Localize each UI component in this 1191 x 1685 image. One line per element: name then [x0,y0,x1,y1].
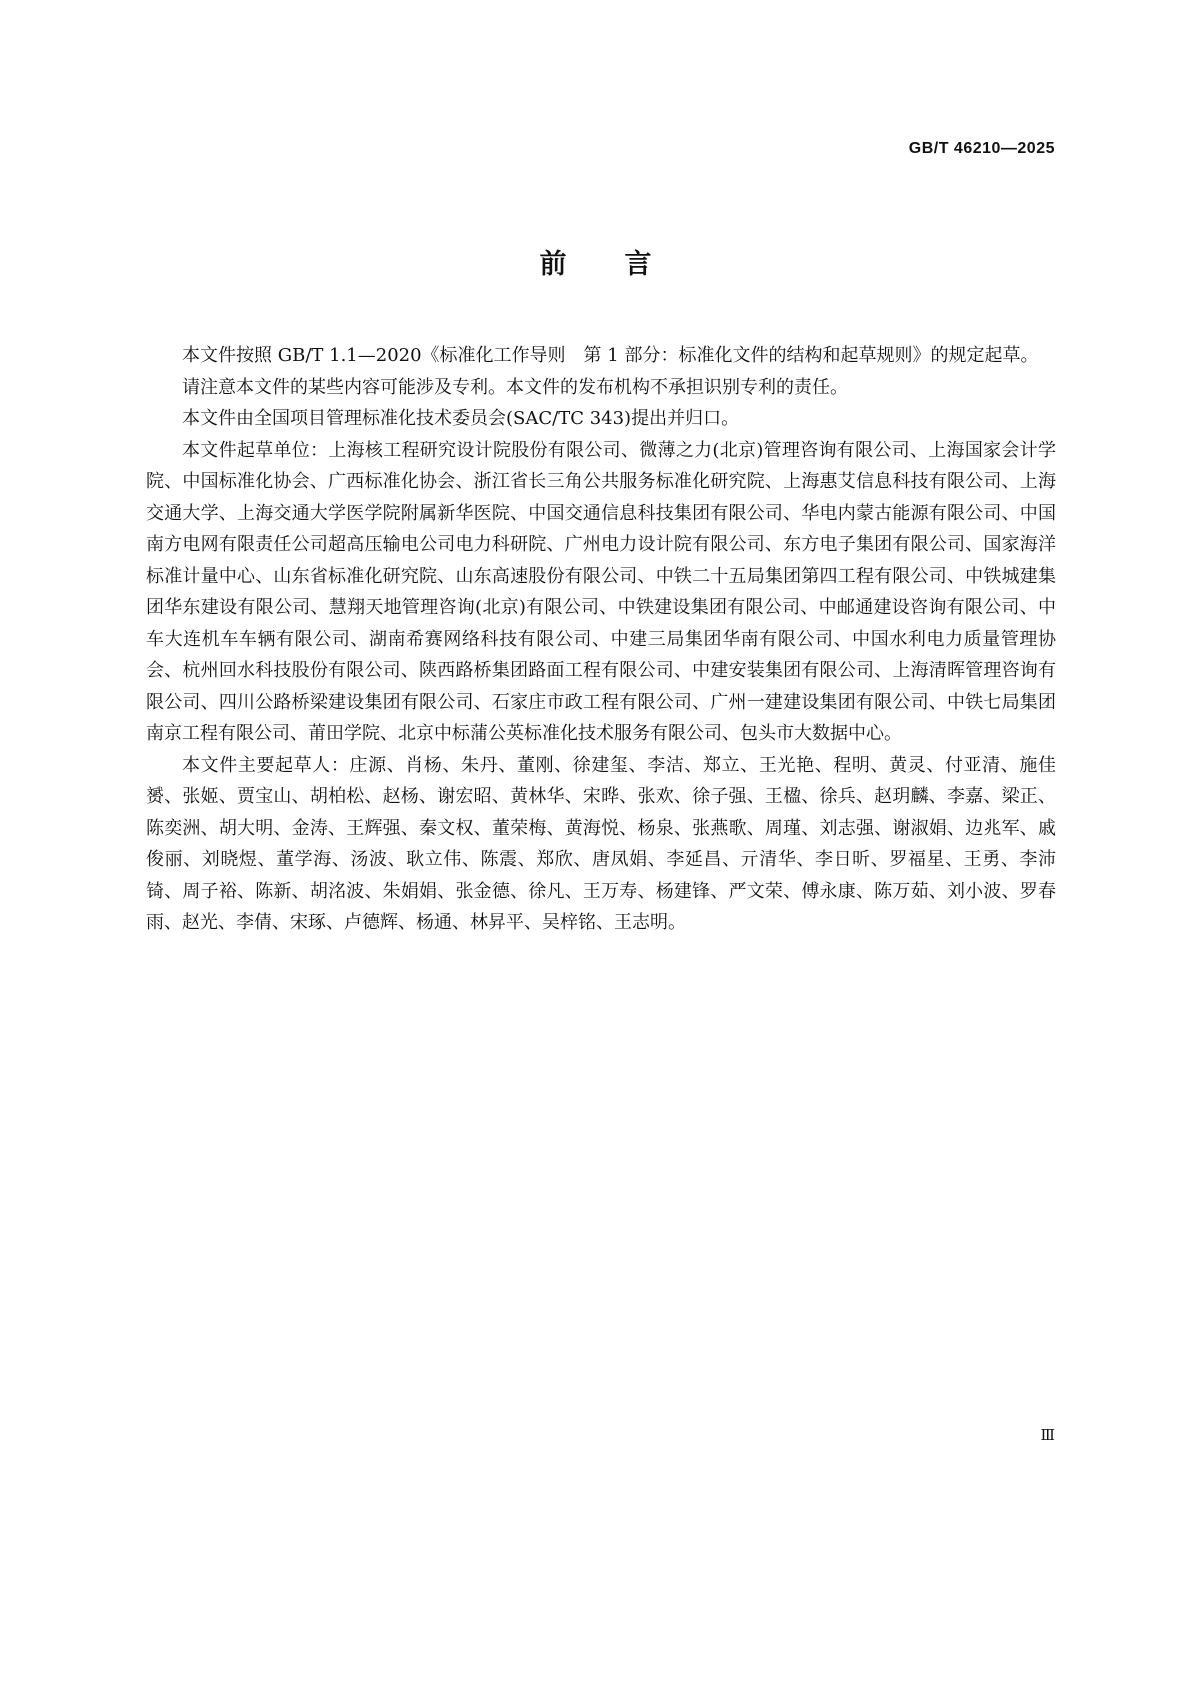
foreword-body [146,340,1056,939]
page-number: Ⅲ [1040,1428,1055,1444]
paragraph-patent-notice: 请注意本文件的某些内容可能涉及专利。本文件的发布机构不承担识别专利的责任。 [182,376,848,398]
page-title: 前言 [539,249,710,280]
paragraph-proposer: 本文件由全国项目管理标准化技术委员会(SAC/TC 343)提出并归口。 [182,408,740,429]
paragraph-drafters: 本文件主要起草人：庄源、肖杨、朱丹、董刚、徐建玺、李洁、郑立、王光艳、程明、黄灵、付亚清、施佳赟、张姬、贾宝山、胡柏松、赵杨、谢宏昭、黄林华、宋晔、张欢、徐子强、王楹、徐兵、赵玥麟、李嘉、梁正、陈奕洲、胡大明、金涛、王辉强、秦文权、董荣梅、黄海悦、杨泉、张燕歌、周瑾、刘志强、谢淑娟、边兆军、戚俊丽、刘晓煜、董学海、汤波、耿立伟、陈震、郑欣、唐凤娟、李延昌、亓清华、李日昕、罗福星、王勇、李沛锜、周子裕、陈新、胡洺波、朱娟娟、张金德、徐凡、王万寿、杨建锋、严文荣、傅永康、陈万茹、刘小波、罗春雨、赵光、李倩、宋琢、卢德辉、杨通、林昇平、吴梓铭、王志明。 [146,754,1056,933]
paragraph-drafting-rules: 本文件按照 GB/T 1.1—2020《标准化工作导则 第 1 部分：标准化文件的结构和起草规则》的规定起草。 [182,345,1039,366]
paragraph-drafting-units: 本文件起草单位：上海核工程研究设计院股份有限公司、微薄之力(北京)管理咨询有限公司、上海国家会计学院、中国标准化协会、广西标准化协会、浙江省长三角公共服务标准化研究院、上海惠艾信息科技有限公司、上海交通大学、上海交通大学医学院附属新华医院、中国交通信息科技集团有限公司、华电内蒙古能源有限公司、中国南方电网有限责任公司超高压输电公司电力科研院、广州电力设计院有限公司、东方电子集团有限公司、国家海洋标准计量中心、山东省标准化研究院、山东高速股份有限公司、中铁二十五局集团第四工程有限公司、中铁城建集团华东建设有限公司、慧翔天地管理咨询(北京)有限公司、中铁建设集团有限公司、中邮通建设咨询有限公司、中车大连机车车辆有限公司、湖南希赛网络科技有限公司、中建三局集团华南有限公司、中国水利电力质量管理协会、杭州回水科技股份有限公司、陕西路桥集团路面工程有限公司、中建安装集团有限公司、上海清晖管理咨询有限公司、四川公路桥梁建设集团有限公司、石家庄市政工程有限公司、广州一建建设集团有限公司、中铁七局集团南京工程有限公司、莆田学院、北京中标蒲公英标准化技术服务有限公司、包头市大数据中心。 [146,439,1056,744]
standard-number: GB/T 46210—2025 [908,140,1055,157]
